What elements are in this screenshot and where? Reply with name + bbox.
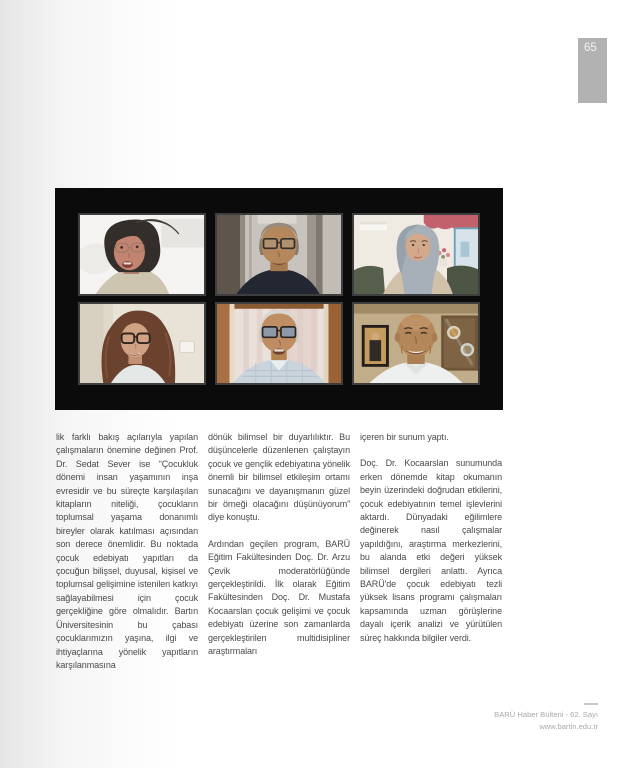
paragraph: Ardından geçilen program, BARÜ Eğitim Fakültesinden Doç. Dr. Arzu Çevik moderatörlüğünde gerçekleştirildi. İlk olarak Eğitim Fakültesinden Doç. Dr. Mustafa Kocaarslan çocuk gelişimi ve çocuk edebiyatı üzerine son zamanlarda gerçekleştirilen multidisipliner araştırmaları: [208, 538, 350, 657]
participant-4-illustration: [80, 304, 204, 383]
video-conference-photo: [55, 188, 503, 410]
participant-2-illustration: [217, 215, 341, 294]
article-body: [56, 431, 502, 685]
participant-5-illustration: [217, 304, 341, 383]
participant-3-illustration: [354, 215, 478, 294]
page-number: 65: [584, 42, 597, 54]
page-number-tab: [578, 38, 607, 103]
paragraph: dönük bilimsel bir duyarlılıktır. Bu düşüncelerle düzenlenen çalıştayın çocuk ve gençlik edebiyatına yönelik önemli bir bilimsel etkileşim ortamı sunacağını ve dayanışmanın güzel bir örneği olacağını düşünüyorum” diye konuştu.: [208, 432, 350, 523]
footer-bulletin-title: BARÜ Haber Bülteni - 62. Sayı: [494, 710, 598, 719]
video-tile-participant-3: [352, 213, 480, 296]
video-tile-participant-1: [78, 213, 206, 296]
article-column-2: [208, 431, 350, 685]
article-column-3: [360, 431, 502, 685]
paragraph: Doç. Dr. Kocaarslan sunumunda erken dönemde kitap okumanın beyin üzerindeki doğrudan etkilerini, çocuk edebiyatının temel işlevlerini aktardı. Dünyadaki eğilimlere değinerek nasıl çalışmalar yapıldığını, araştırma merkezlerini, bu alanda etki değeri yüksek bilimsel dergileri anlattı. Ayrıca BARÜ'de çocuk edebiyatı tezli yüksek lisans programı çalışmaları kapsamında uzman görüşlerine dayalı içerik analizi ve yürütülen süreç hakkında bilgiler verdi.: [360, 458, 502, 643]
article-column-1: [56, 431, 198, 685]
video-tile-participant-2: [215, 213, 343, 296]
participant-6-illustration: [354, 304, 478, 383]
footer-divider: [584, 703, 598, 705]
video-tile-participant-6: [352, 302, 480, 385]
video-tile-participant-5: [215, 302, 343, 385]
paragraph: lik farklı bakış açılarıyla yapılan çalışmaların önemine değinen Prof. Dr. Sedat Sever ise “Çocukluk dönemi insan yaşamının inşa evresidir ve bu süreçte karşılaşılan kitapların niteliği, çocukların toplumsal yaşama donanımlı bireyler olarak katılması açısından son derece önemlidir. Bu noktada çocuk edebiyatı yapıtları da çocuğun bilişsel, duyusal, kişisel ve toplumsal gelişimine istenilen katkıyı sağlayabilmesi için çocuk gerçekliğine göre olmalıdır. Bartın Üniversitesinin bu çabası çocuklarımızın yaşına, ilgi ve ihtiyaçlarına yönelik yapıtların karşılanmasına: [56, 432, 198, 670]
footer-website: www.bartin.edu.tr: [539, 721, 598, 731]
participant-1-illustration: [80, 215, 204, 294]
video-tile-participant-4: [78, 302, 206, 385]
paragraph: içeren bir sunum yaptı.: [360, 432, 449, 442]
page-footer: [494, 703, 598, 732]
